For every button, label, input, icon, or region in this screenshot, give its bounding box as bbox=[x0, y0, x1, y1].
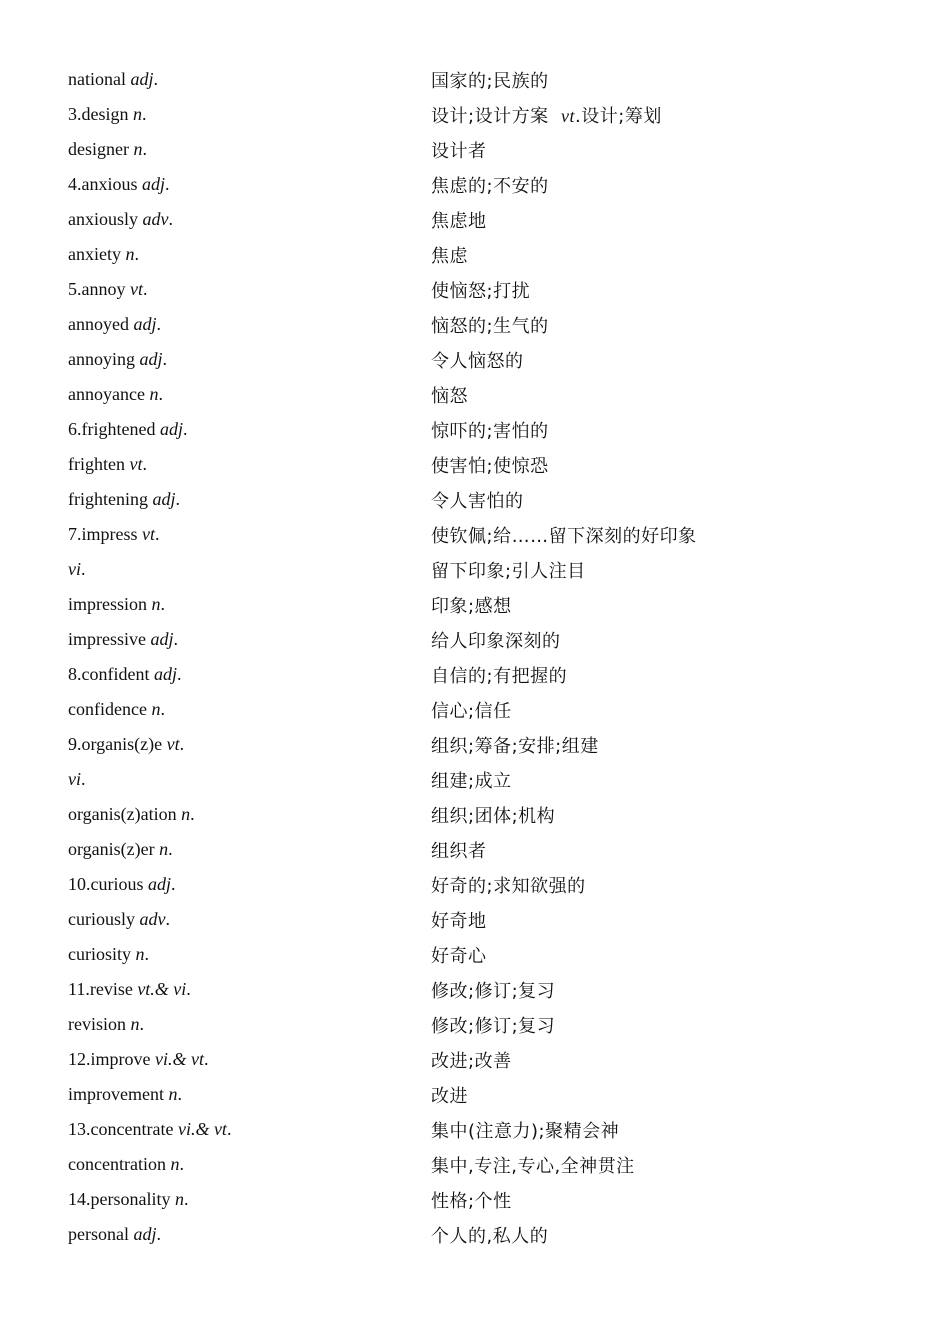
part-of-speech: adv bbox=[142, 209, 169, 229]
vocab-row bbox=[68, 587, 888, 622]
english-word: 5.annoy bbox=[68, 279, 126, 299]
english-entry: national adj. bbox=[68, 69, 158, 89]
english-entry: organis(z)er n. bbox=[68, 839, 173, 859]
meaning-text: 改进 bbox=[431, 1085, 468, 1107]
part-of-speech: vi.& vt bbox=[155, 1049, 204, 1069]
english-entry: vi. bbox=[68, 559, 86, 579]
part-of-speech: vt bbox=[142, 524, 155, 544]
vocab-row bbox=[68, 132, 888, 167]
part-of-speech: n bbox=[174, 1189, 184, 1209]
vocab-row bbox=[68, 62, 888, 97]
part-of-speech: n bbox=[133, 104, 142, 124]
english-word: 3.design bbox=[68, 104, 129, 124]
english-word: revision bbox=[68, 1014, 126, 1034]
meaning-text: 令人恼怒的 bbox=[431, 350, 524, 372]
part-of-speech: adj bbox=[159, 419, 183, 439]
english-entry: 8.confident adj. bbox=[68, 664, 182, 684]
vocab-row bbox=[68, 377, 888, 412]
chinese-meaning bbox=[431, 452, 549, 478]
vocab-row bbox=[68, 1007, 888, 1042]
english-word: 9.organis(z)e bbox=[68, 734, 163, 754]
part-of-speech: n bbox=[133, 139, 143, 159]
chinese-meaning bbox=[431, 207, 487, 233]
meaning-text: 修改;修订;复习 bbox=[431, 980, 556, 1002]
part-of-speech: n bbox=[151, 594, 161, 614]
english-word: organis(z)ation bbox=[68, 804, 177, 824]
english-entry: 13.concentrate vi.& vt. bbox=[68, 1119, 232, 1139]
part-of-speech: vi.& vt bbox=[177, 1119, 227, 1139]
vocab-row bbox=[68, 937, 888, 972]
english-entry: 4.anxious adj. bbox=[68, 174, 170, 194]
english-word: 6.frightened bbox=[68, 419, 156, 439]
english-entry: 14.personality n. bbox=[68, 1189, 189, 1209]
meaning-text: 个人的,私人的 bbox=[431, 1225, 549, 1247]
english-entry: 9.organis(z)e vt. bbox=[68, 734, 185, 754]
part-of-speech: n bbox=[181, 804, 191, 824]
english-entry: annoying adj. bbox=[68, 349, 168, 369]
vocab-row bbox=[68, 342, 888, 377]
vocab-row bbox=[68, 1077, 888, 1112]
part-of-speech: n bbox=[149, 384, 159, 404]
chinese-meaning bbox=[431, 1117, 619, 1143]
chinese-meaning bbox=[431, 1082, 468, 1108]
english-entry: frightening adj. bbox=[68, 489, 180, 509]
english-entry: annoyance n. bbox=[68, 384, 163, 404]
english-entry: anxiety n. bbox=[68, 244, 139, 264]
chinese-meaning bbox=[431, 522, 697, 548]
vocab-row bbox=[68, 1182, 888, 1217]
vocab-row bbox=[68, 97, 888, 132]
meaning-text: 性格;个性 bbox=[431, 1190, 512, 1212]
chinese-meaning bbox=[431, 487, 524, 513]
chinese-meaning bbox=[431, 592, 512, 618]
vocab-row bbox=[68, 622, 888, 657]
chinese-meaning: 设计;设计方案 vt.设计;筹划 bbox=[431, 105, 662, 127]
chinese-meaning bbox=[431, 1152, 635, 1178]
chinese-meaning bbox=[431, 627, 561, 653]
meaning-text: 自信的;有把握的 bbox=[431, 665, 568, 687]
vocab-row bbox=[68, 482, 888, 517]
vocabulary-list bbox=[68, 62, 888, 1252]
meaning-text: 集中(注意力);聚精会神 bbox=[431, 1120, 620, 1142]
meaning-text: 焦虑地 bbox=[431, 210, 487, 232]
vocab-row bbox=[68, 1112, 888, 1147]
english-entry: 10.curious adj. bbox=[68, 874, 176, 894]
meaning-text: 组建;成立 bbox=[431, 770, 512, 792]
english-entry: curiously adv. bbox=[68, 909, 170, 929]
chinese-meaning bbox=[431, 172, 549, 198]
english-entry: 11.revise vt.& vi. bbox=[68, 979, 191, 999]
vocab-row bbox=[68, 692, 888, 727]
meaning-text: 恼怒 bbox=[431, 385, 468, 407]
part-of-speech: adj bbox=[130, 69, 154, 89]
meaning-text: 组织;筹备;安排;组建 bbox=[431, 735, 599, 757]
vocab-row bbox=[68, 797, 888, 832]
english-word: annoyance bbox=[68, 384, 145, 404]
english-word: frightening bbox=[68, 489, 148, 509]
vocab-row bbox=[68, 517, 888, 552]
vocab-row bbox=[68, 1147, 888, 1182]
vocab-row bbox=[68, 657, 888, 692]
part-of-speech: vt bbox=[129, 454, 143, 474]
vocab-row bbox=[68, 972, 888, 1007]
english-entry: annoyed adj. bbox=[68, 314, 161, 334]
chinese-meaning bbox=[431, 417, 549, 443]
vocab-row bbox=[68, 727, 888, 762]
english-entry: 3.design n. bbox=[68, 104, 147, 124]
chinese-meaning bbox=[431, 662, 567, 688]
chinese-meaning bbox=[431, 767, 512, 793]
english-entry: personal adj. bbox=[68, 1224, 161, 1244]
english-word: 13.concentrate bbox=[68, 1119, 174, 1139]
english-word: 12.improve bbox=[68, 1049, 151, 1069]
chinese-meaning bbox=[431, 242, 468, 268]
english-word: impression bbox=[68, 594, 147, 614]
vocab-row bbox=[68, 272, 888, 307]
english-entry: 12.improve vi.& vt. bbox=[68, 1049, 209, 1069]
english-entry: designer n. bbox=[68, 139, 147, 159]
part-of-speech: vi bbox=[68, 559, 81, 579]
english-entry: anxiously adv. bbox=[68, 209, 173, 229]
meaning-text: 留下印象;引人注目 bbox=[431, 560, 586, 582]
vocab-row bbox=[68, 552, 888, 587]
english-word: 7.impress bbox=[68, 524, 138, 544]
meaning-text: 好奇的;求知欲强的 bbox=[431, 875, 586, 897]
english-word: 4.anxious bbox=[68, 174, 138, 194]
english-entry: revision n. bbox=[68, 1014, 144, 1034]
chinese-meaning bbox=[431, 697, 512, 723]
part-of-speech: vt.& vi bbox=[137, 979, 187, 999]
english-entry: 6.frightened adj. bbox=[68, 419, 188, 439]
english-entry: curiosity n. bbox=[68, 944, 149, 964]
vocab-row bbox=[68, 237, 888, 272]
chinese-meaning bbox=[431, 1047, 512, 1073]
part-of-speech: adj bbox=[133, 314, 157, 334]
part-of-speech: adj bbox=[152, 489, 176, 509]
meaning-text: 设计者 bbox=[431, 140, 487, 162]
meaning-text: 使恼怒;打扰 bbox=[431, 280, 531, 302]
meaning-text: 修改;修订;复习 bbox=[431, 1015, 556, 1037]
vocab-row bbox=[68, 902, 888, 937]
part-of-speech: n bbox=[151, 699, 161, 719]
meaning-text: 惊吓的;害怕的 bbox=[431, 420, 549, 442]
part-of-speech: n bbox=[125, 244, 135, 264]
english-word: annoying bbox=[68, 349, 135, 369]
english-word: organis(z)er bbox=[68, 839, 155, 859]
meaning-text: 好奇心 bbox=[431, 945, 487, 967]
english-word: improvement bbox=[68, 1084, 164, 1104]
chinese-meaning bbox=[431, 942, 487, 968]
english-word: impressive bbox=[68, 629, 146, 649]
chinese-meaning bbox=[431, 277, 530, 303]
english-entry: organis(z)ation n. bbox=[68, 804, 195, 824]
part-of-speech: vt bbox=[166, 734, 180, 754]
meaning-text: 恼怒的;生气的 bbox=[431, 315, 549, 337]
meaning-text: 集中,专注,专心,全神贯注 bbox=[431, 1155, 635, 1177]
part-of-speech: n bbox=[168, 1084, 178, 1104]
part-of-speech: adj bbox=[133, 1224, 157, 1244]
vocab-row bbox=[68, 867, 888, 902]
english-entry: frighten vt. bbox=[68, 454, 147, 474]
meaning-text: 信心;信任 bbox=[431, 700, 512, 722]
meaning-text: 好奇地 bbox=[431, 910, 487, 932]
english-word: confidence bbox=[68, 699, 147, 719]
english-word: annoyed bbox=[68, 314, 129, 334]
english-word: frighten bbox=[68, 454, 125, 474]
meaning-text: 令人害怕的 bbox=[431, 490, 524, 512]
part-of-speech: adj bbox=[150, 629, 174, 649]
english-entry: concentration n. bbox=[68, 1154, 184, 1174]
vocab-row bbox=[68, 307, 888, 342]
chinese-meaning bbox=[431, 347, 524, 373]
meaning-text: 组织;团体;机构 bbox=[431, 805, 556, 827]
extra-part-of-speech: vt bbox=[561, 105, 576, 126]
meaning-text: 印象;感想 bbox=[431, 595, 512, 617]
vocab-row bbox=[68, 1042, 888, 1077]
english-entry: confidence n. bbox=[68, 699, 165, 719]
chinese-meaning bbox=[431, 872, 586, 898]
english-word: 11.revise bbox=[68, 979, 133, 999]
part-of-speech: vi bbox=[68, 769, 81, 789]
chinese-meaning bbox=[431, 732, 599, 758]
english-entry: improvement n. bbox=[68, 1084, 182, 1104]
english-word: curiously bbox=[68, 909, 135, 929]
chinese-meaning bbox=[431, 1012, 555, 1038]
english-word: 8.confident bbox=[68, 664, 150, 684]
vocab-row bbox=[68, 447, 888, 482]
english-entry: 7.impress vt. bbox=[68, 524, 160, 544]
chinese-meaning bbox=[431, 137, 487, 163]
part-of-speech: adj bbox=[142, 174, 166, 194]
meaning-text: 焦虑 bbox=[431, 245, 468, 267]
part-of-speech: vt bbox=[130, 279, 143, 299]
part-of-speech: adj bbox=[153, 664, 177, 684]
english-word: curiosity bbox=[68, 944, 131, 964]
meaning-text: 焦虑的;不安的 bbox=[431, 175, 549, 197]
vocab-row bbox=[68, 412, 888, 447]
chinese-meaning bbox=[431, 557, 586, 583]
meaning-text: 国家的;民族的 bbox=[431, 70, 549, 92]
meaning-text: 改进;改善 bbox=[431, 1050, 512, 1072]
english-word: personal bbox=[68, 1224, 129, 1244]
vocab-row bbox=[68, 832, 888, 867]
part-of-speech: n bbox=[159, 839, 169, 859]
vocab-row bbox=[68, 202, 888, 237]
chinese-meaning bbox=[431, 1187, 512, 1213]
chinese-meaning bbox=[431, 312, 549, 338]
vocab-row bbox=[68, 167, 888, 202]
english-word: national bbox=[68, 69, 126, 89]
english-word: concentration bbox=[68, 1154, 166, 1174]
chinese-meaning bbox=[431, 907, 487, 933]
part-of-speech: adj bbox=[139, 349, 163, 369]
chinese-meaning bbox=[431, 382, 468, 408]
part-of-speech: n bbox=[130, 1014, 140, 1034]
extra-meaning-text: 设计;筹划 bbox=[581, 105, 662, 127]
meaning-text: 使钦佩;给……留下深刻的好印象 bbox=[431, 525, 697, 547]
chinese-meaning bbox=[431, 837, 487, 863]
meaning-text: 设计;设计方案 bbox=[431, 105, 549, 127]
part-of-speech: n bbox=[170, 1154, 180, 1174]
part-of-speech: n bbox=[135, 944, 145, 964]
english-word: 14.personality bbox=[68, 1189, 171, 1209]
english-entry: impressive adj. bbox=[68, 629, 179, 649]
meaning-text: 使害怕;使惊恐 bbox=[431, 455, 549, 477]
part-of-speech: adj bbox=[148, 874, 172, 894]
chinese-meaning bbox=[431, 1222, 548, 1248]
chinese-meaning bbox=[431, 802, 555, 828]
chinese-meaning bbox=[431, 67, 549, 93]
meaning-text: 给人印象深刻的 bbox=[431, 630, 561, 652]
vocab-row bbox=[68, 1217, 888, 1252]
english-word: 10.curious bbox=[68, 874, 144, 894]
vocab-row bbox=[68, 762, 888, 797]
english-word: anxiety bbox=[68, 244, 121, 264]
english-entry: vi. bbox=[68, 769, 86, 789]
english-entry: 5.annoy vt. bbox=[68, 279, 148, 299]
english-word: anxiously bbox=[68, 209, 138, 229]
english-entry: impression n. bbox=[68, 594, 165, 614]
chinese-meaning bbox=[431, 977, 555, 1003]
part-of-speech: adv bbox=[139, 909, 166, 929]
english-word: designer bbox=[68, 139, 129, 159]
meaning-text: 组织者 bbox=[431, 840, 487, 862]
